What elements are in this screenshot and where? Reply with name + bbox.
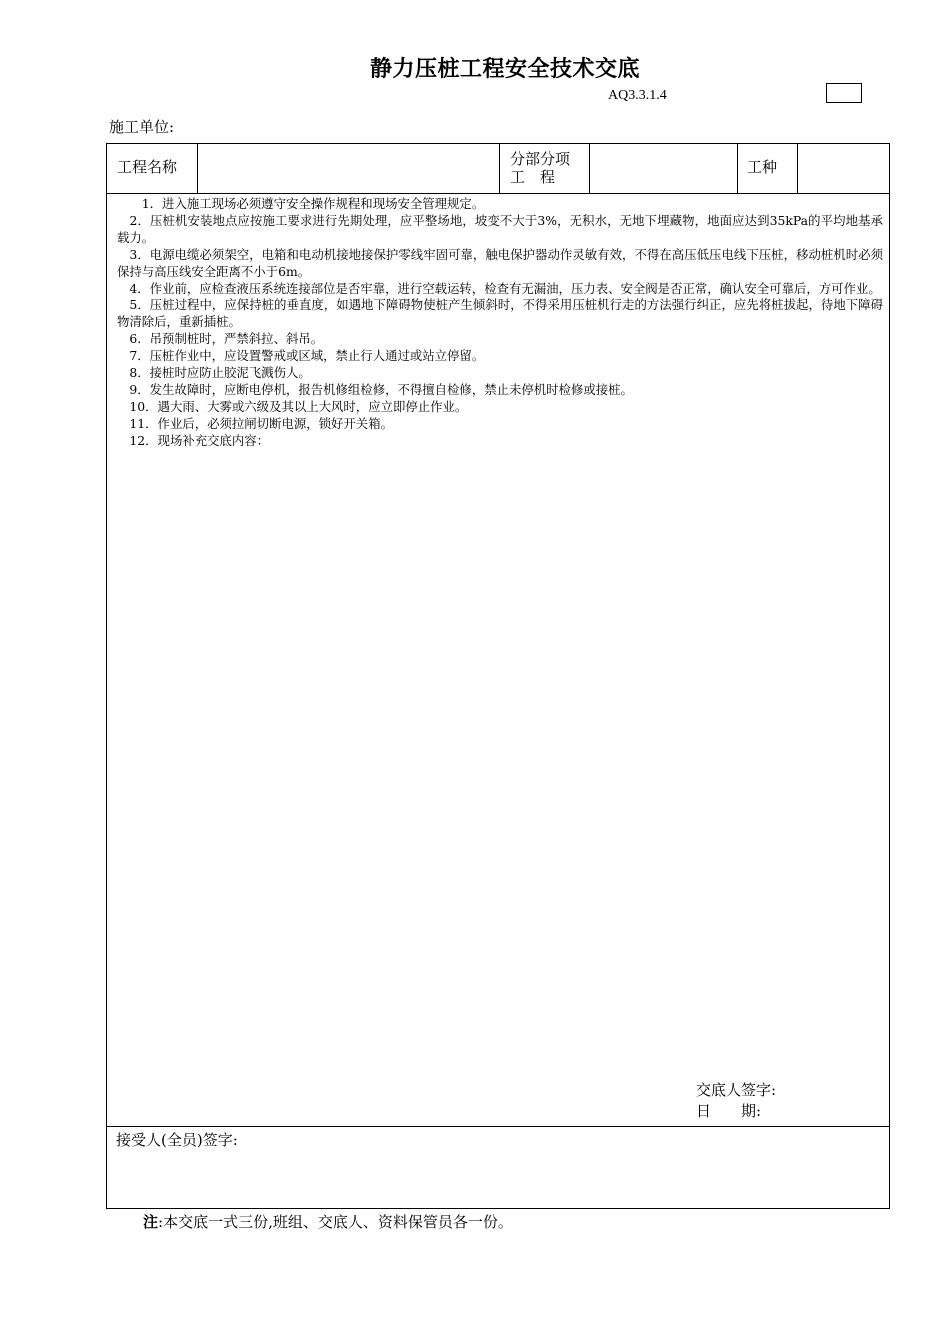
construction-unit-label: 施工单位: (109, 118, 175, 136)
header-divider (107, 193, 889, 194)
safety-item: 2．压桩机安装地点应按施工要求进行先期处理，应平整场地，坡变不大于3%，无积水，无地下埋藏物，地面应达到35kPa的平均地基承载力。 (117, 212, 883, 245)
safety-item: 12．现场补充交底内容： (117, 432, 270, 448)
footnote (143, 1211, 513, 1232)
safety-item: 1．进入施工现场必须遵守安全操作规程和现场安全管理规定。 (117, 196, 485, 211)
safety-item: 9．发生故障时，应断电停机，报告机修组检修，不得擅自检修，禁止未停机时检修或接桩。 (117, 381, 633, 397)
column-divider (197, 144, 198, 193)
receiver-signature-label: 接受人(全员)签字: (116, 1131, 238, 1149)
safety-item: 6．吊预制桩时，严禁斜拉、斜吊。 (117, 331, 324, 347)
project-name-field[interactable] (201, 148, 495, 190)
project-name-label: 工程名称 (117, 158, 178, 176)
subproject-label (510, 150, 570, 186)
note-text: :本交底一式三份,班组、交底人、资料保管员各一份。 (158, 1213, 513, 1231)
code-box (826, 83, 862, 103)
column-divider (589, 144, 590, 193)
subproject-label-line2: 工 程 (510, 168, 556, 186)
note-prefix: 注 (143, 1213, 159, 1231)
safety-items-list (117, 196, 883, 450)
safety-item: 7．压桩作业中，应设置警戒或区域，禁止行人通过或站立停留。 (117, 348, 485, 364)
column-divider (499, 144, 500, 193)
safety-item: 3．电源电缆必须架空，电箱和电动机接地接保护零线牢固可靠，触电保护器动作灵敏有效，不得在高压低压电线下压桩，移动桩机时必须保持与高压线安全距离不小于6m。 (117, 246, 883, 279)
disclosure-table (106, 143, 890, 1209)
signer-label: 交底人签字: (696, 1081, 777, 1099)
safety-item: 4．作业前，应检查液压系统连接部位是否牢靠，进行空载运转，检查有无漏油，压力表、安全阀是否正常，确认安全可靠后，方可作业。 (117, 280, 881, 296)
document-title: 静力压桩工程安全技术交底 (369, 57, 640, 82)
column-divider (797, 144, 798, 193)
document-code: AQ3.3.1.4 (608, 88, 667, 103)
date-label: 日 期: (696, 1102, 762, 1120)
work-type-label: 工种 (747, 158, 778, 176)
subproject-field[interactable] (593, 148, 733, 190)
subproject-label-line1: 分部分项 (510, 150, 571, 168)
work-type-field[interactable] (801, 148, 885, 190)
safety-item: 10．遇大雨、大雾或六级及其以上大风时，应立即停止作业。 (117, 398, 468, 414)
safety-item: 5．压桩过程中，应保持桩的垂直度，如遇地下障碍物使桩产生倾斜时，不得采用压桩机行走的方法强行纠正，应先将桩拔起，待地下障碍物清除后，重新插桩。 (117, 297, 883, 330)
column-divider (737, 144, 738, 193)
safety-item: 11．作业后，必须拉闸切断电源，锁好开关箱。 (117, 415, 393, 431)
receiver-divider (107, 1126, 889, 1127)
safety-item: 8．接桩时应防止胶泥飞溅伤人。 (117, 365, 311, 381)
